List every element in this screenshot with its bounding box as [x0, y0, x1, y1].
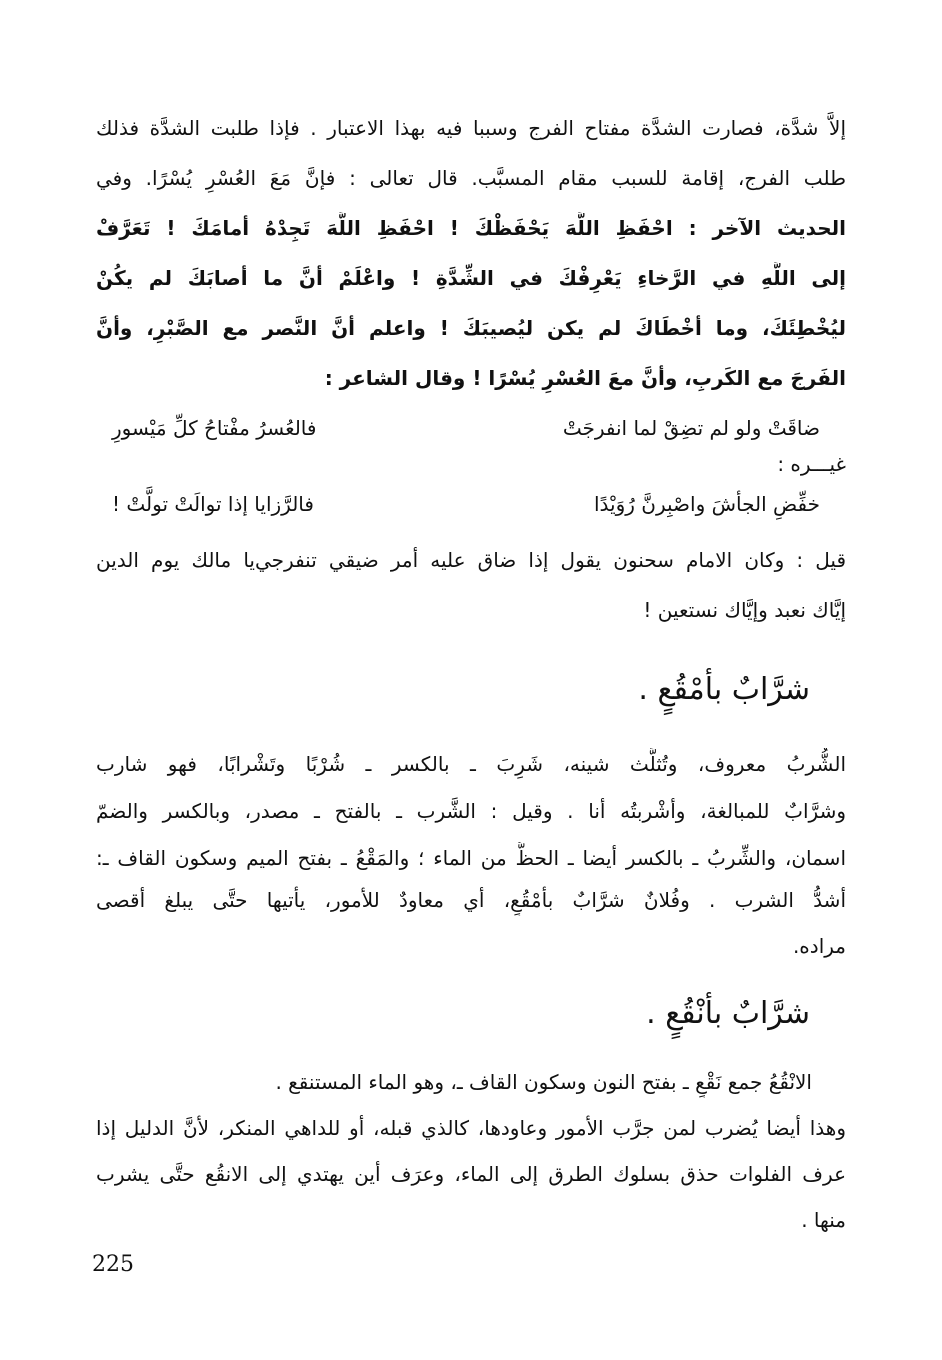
- text-line: أشدُّ الشرب . وفُلانٌ شرَّابٌ بأمْقُعٍ، أي معاودٌ للأمور، يأتيها حتَّى يبلغ أقصى: [96, 888, 846, 912]
- text-line: الفَرجَ مع الكَربِ، وأنَّ معَ العُسْرِ يُسْرًا ! وقال الشاعر :: [324, 366, 846, 390]
- text-line: وشرَّابٌ للمبالغة، وأشْربتُه أنا . وقيل : الشَّرب ـ بالفتح ـ مصدر، وبالكسر والضمّ: [96, 799, 846, 823]
- text-line: إيَّاك نعبد وإيَّاك نستعين !: [643, 598, 846, 622]
- text-line: مراده.: [792, 934, 846, 958]
- text-line: اسمان، والشِّربُ ـ بالكسر أيضا ـ الحظُّ من الماء ؛ والمَقْعُ ـ بفتح الميم وسكون القاف ـ:: [96, 846, 846, 870]
- text-line: الحديث الآخر : احْفَظِ اللَّهَ يَحْفَظْكَ ! احْفَظِ اللَّهَ تَجِدْهُ أمامَكَ ! تَعَرَّفْ: [96, 216, 846, 240]
- text-line: ليُخْطِئَكَ، وما أخْطَاكَ لم يكن ليُصيبَكَ ! واعلم أنَّ النَّصر مع الصَّبْرِ، وأنَّ: [96, 316, 846, 340]
- text-line: طلب الفرج، إقامة للسبب مقام المسبَّب. قال تعالى : فإنَّ مَعَ العُسْرِ يُسْرًا. وفي: [96, 166, 846, 190]
- verse-first-hemistich: ضاقَتْ ولو لم تضِقْ لما انفرجَتْ: [562, 416, 820, 440]
- proverb-heading: شرَّابٌ بأمْقُعٍ .: [638, 672, 810, 707]
- verse-first-hemistich: خفِّضِ الجأشَ واصْبِرنَّ رُوَيْدًا: [593, 492, 820, 516]
- other-poet-label: غيـــره :: [777, 452, 846, 476]
- text-line: الانْقُعُ جمع نَقْعٍ ـ بفتح النون وسكون القاف ـ، وهو الماء المستنقع .: [275, 1070, 812, 1094]
- text-line: عرف الفلوات حذق بسلوك الطرق إلى الماء، وعرَف أين يهتدي إلى الانقُع حتَّى يشرب: [96, 1162, 846, 1186]
- text-line: الشُّربُ معروف، وتُثلَّث شينه، شَرِبَ ـ بالكسر ـ شُرْبًا وتَشْرابًا، فهو شارب: [96, 752, 846, 776]
- text-line: إلاَّ شدَّة، فصارت الشدَّة مفتاح الفرج وسببا فيه بهذا الاعتبار . فإذا طلبت الشدَّة فذلك: [96, 116, 846, 140]
- page-number: 225: [92, 1252, 134, 1277]
- text-line: وهذا أيضا يُضرب لمن جرَّب الأمور وعاودها، كالذي قبله، أو للداهي المنكر، لأنَّ الدليل إذا: [96, 1116, 846, 1140]
- proverb-heading: شرَّابٌ بأنْقُعٍ .: [646, 996, 810, 1031]
- text-line: إلى اللَّهِ في الرَّخاءِ يَعْرِفْكَ في الشِّدَّةِ ! واعْلَمْ أنَّ ما أصابَكَ لم يكُنْ: [96, 266, 846, 290]
- verse-second-hemistich: فالعُسرُ مفْتاحُ كلِّ مَيْسورِ: [112, 416, 317, 440]
- text-line: قيل : وكان الامام سحنون يقول إذا ضاق عليه أمر ضيقي تنفرجي‌يا مالك يوم الدين: [96, 548, 846, 572]
- verse-second-hemistich: فالرَّزايا إذا توالَتْ تولَّتْ !: [112, 492, 314, 516]
- text-line: منها .: [801, 1208, 846, 1232]
